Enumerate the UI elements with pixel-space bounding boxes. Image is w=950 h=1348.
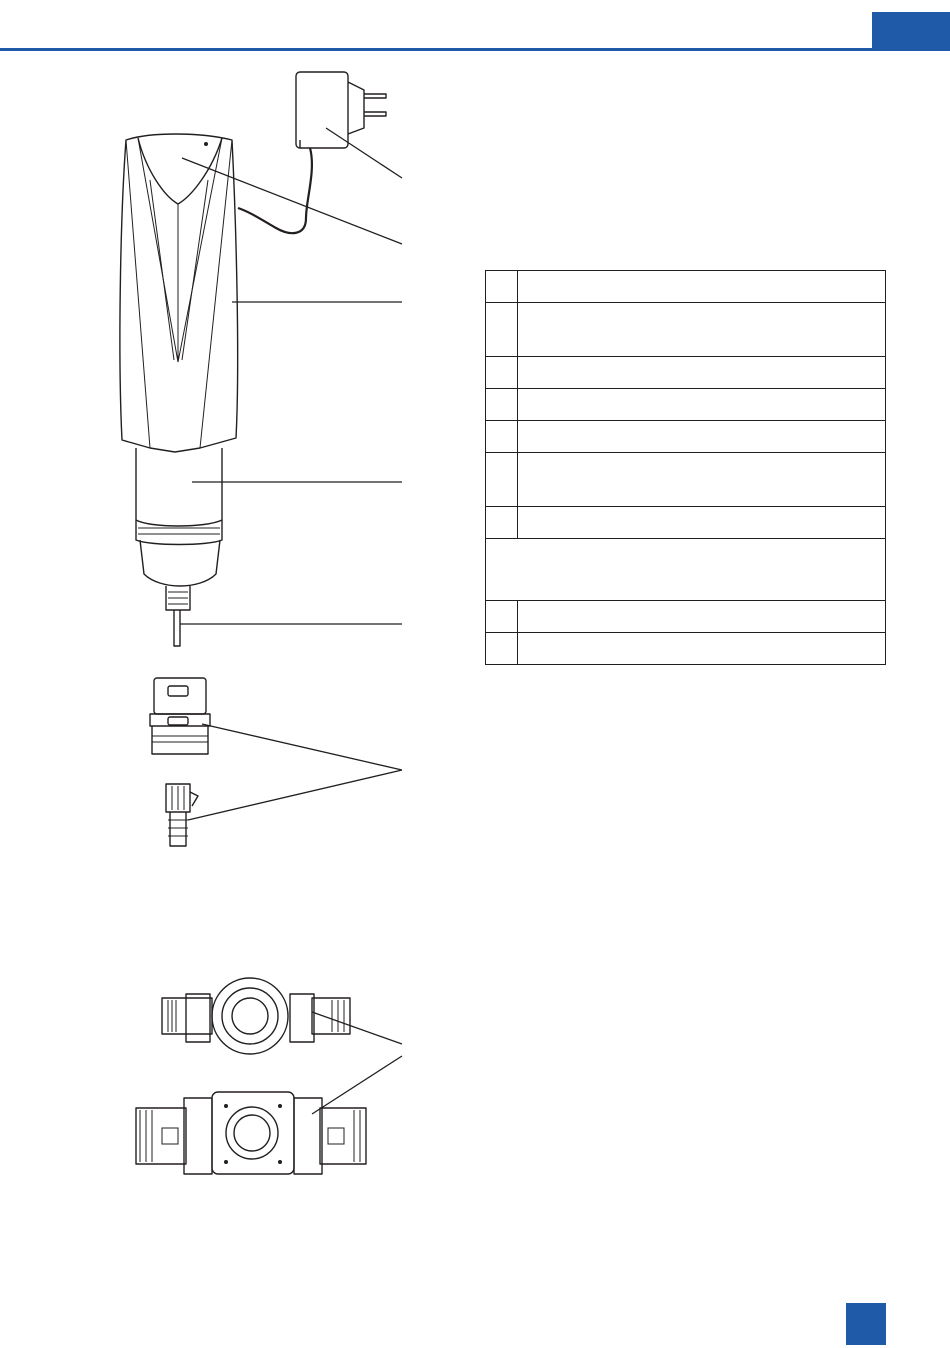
row-number	[486, 357, 518, 389]
row-text	[518, 601, 886, 633]
leader-lines	[180, 128, 402, 1114]
table-row	[486, 507, 886, 539]
table-row	[486, 357, 886, 389]
page-number-tab	[846, 1303, 886, 1345]
cylinder-drawing	[136, 448, 222, 646]
adapters-drawing	[150, 678, 210, 846]
table-row	[486, 303, 886, 357]
row-number	[486, 389, 518, 421]
row-number	[486, 453, 518, 507]
row-text	[518, 421, 886, 453]
row-number	[486, 271, 518, 303]
table-row	[486, 421, 886, 453]
row-number	[486, 421, 518, 453]
row-number	[486, 601, 518, 633]
row-text	[518, 357, 886, 389]
housing-drawing	[120, 134, 238, 452]
table-row	[486, 601, 886, 633]
row-number	[486, 507, 518, 539]
table-row	[486, 453, 886, 507]
row-number	[486, 303, 518, 357]
row-text	[518, 303, 886, 357]
table-row	[486, 633, 886, 665]
table-row	[486, 389, 886, 421]
row-text	[518, 507, 886, 539]
fitting-large-drawing	[136, 1092, 366, 1174]
row-text	[518, 633, 886, 665]
row-full	[486, 539, 886, 601]
parts-table	[485, 270, 886, 665]
row-number	[486, 633, 518, 665]
row-text	[518, 271, 886, 303]
row-text	[518, 389, 886, 421]
table-row	[486, 271, 886, 303]
table-row	[486, 539, 886, 601]
row-text	[518, 453, 886, 507]
